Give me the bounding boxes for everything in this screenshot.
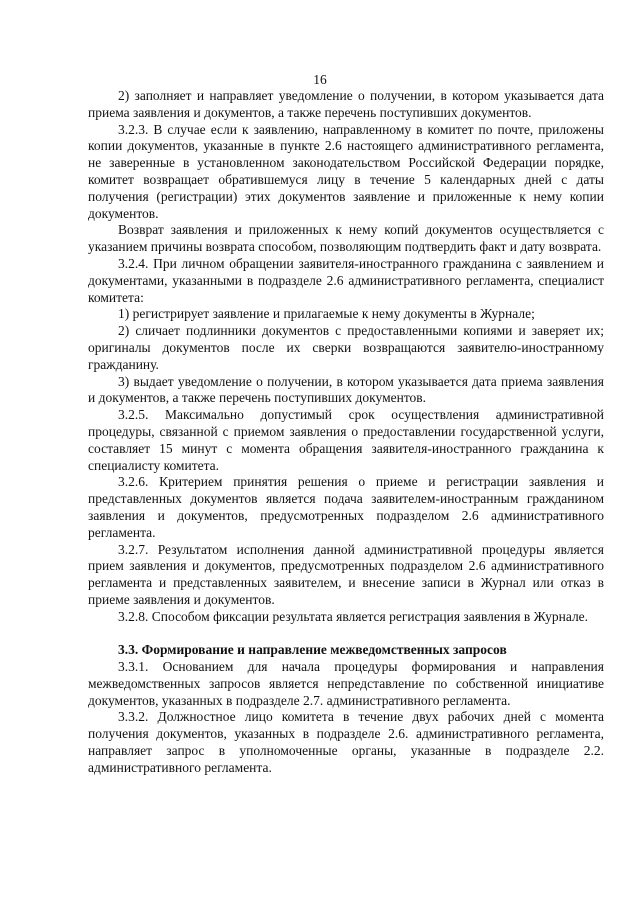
section-heading-3-3: 3.3. Формирование и направление межведомственных запросов [118, 642, 507, 658]
paragraph-return-of-documents: Возврат заявления и приложенных к нему копий документов осуществляется с указанием причины возврата способом, позволяющим подтвердить факт и дату возврата. [88, 222, 604, 255]
paragraph-item-2-verify: 2) сличает подлинники документов с предоставленными копиями и заверяет их; оригиналы документов после их сверки возвращаются заявителю-иностранному гражданину. [88, 323, 604, 372]
section-spacer [88, 626, 604, 643]
paragraph-3-2-4: 3.2.4. При личном обращении заявителя-иностранного гражданина с заявлением и документами, указанными в подразделе 2.6 административного регламента, специалист комитета: [88, 255, 604, 305]
page-number: 16 [313, 72, 327, 87]
paragraph-3-2-8: 3.2.8. Способом фиксации результата является регистрация заявления в Журнале. [118, 608, 589, 624]
paragraph-notification-item-2: 2) заполняет и направляет уведомление о получении, в котором указывается дата приема заявления и документов, а также перечень поступивших документов. [88, 88, 604, 120]
paragraph-3-2-5: 3.2.5. Максимально допустимый срок осуществления административной процедуры, связанной с приемом заявления о предоставлении государственной услуги, составляет 15 минут с момента обращения заявителя-иностранного гражданина к специалисту комитета. [88, 407, 604, 473]
paragraph-item-1-register: 1) регистрирует заявление и прилагаемые к нему документы в Журнале; [118, 306, 535, 322]
paragraph-item-3-issue-notice: 3) выдает уведомление о получении, в котором указывается дата приема заявления и документов, а также перечень поступивших документов. [88, 373, 604, 406]
paragraph-3-2-6: 3.2.6. Критерием принятия решения о приеме и регистрации заявления и представленных документов является подача заявителем-иностранным гражданином заявления и документов, предусмотренных подразделом 2.6 административного регламента. [88, 474, 604, 540]
document-body [88, 88, 604, 777]
paragraph-3-2-3: 3.2.3. В случае если к заявлению, направленному в комитет по почте, приложены копии документов, указанные в пункте 2.6 настоящего административного регламента, не заверенные в установленном законодательством Российской Федерации порядке, комитет возвращает обратившемуся лицу в течение 5 календарных дней с даты получения (регистрации) этих документов заявление и приложенные к нему копии документов. [88, 121, 604, 221]
paragraph-3-2-7: 3.2.7. Результатом исполнения данной административной процедуры является прием заявления и документов, предусмотренных подразделом 2.6 административного регламента и представленных заявителем, и внесение записи в Журнал или отказ в приеме заявления и документов. [88, 541, 604, 607]
paragraph-3-3-2: 3.3.2. Должностное лицо комитета в течение двух рабочих дней с момента получения документов, указанных в подразделе 2.6. административного регламента, направляет запрос в уполномоченные органы, указанные в подразделе 2.2. административного регламента. [88, 709, 604, 775]
paragraph-3-3-1: 3.3.1. Основанием для начала процедуры формирования и направления межведомственных запросов является непредставление по собственной инициативе документов, указанных в подразделе 2.7. административного регламента. [88, 659, 604, 708]
